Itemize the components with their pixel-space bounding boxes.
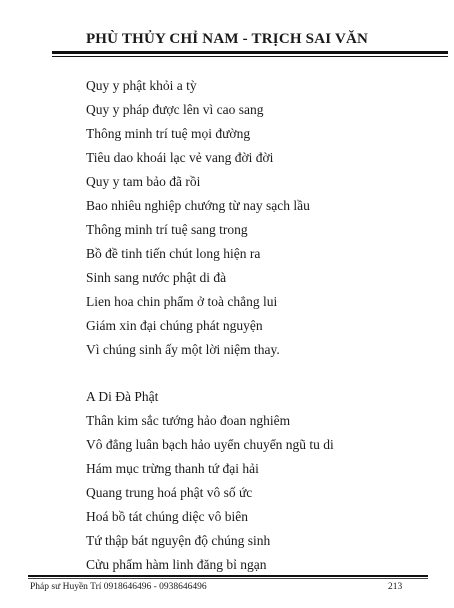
- verse-line: Sinh sang nước phật di đà: [86, 270, 227, 285]
- verse-line: Thân kim sắc tướng hảo đoan nghiêm: [86, 413, 291, 428]
- verse-line: Quy y pháp được lên vì cao sang: [86, 102, 264, 117]
- page-number: 213: [388, 582, 403, 592]
- verse-line: Lien hoa chin phẩm ở toà chẳng lui: [86, 294, 278, 309]
- verse-line: Bồ đề tinh tiến chút long hiện ra: [86, 246, 261, 261]
- page-title: PHÙ THỦY CHỈ NAM - TRỊCH SAI VĂN: [85, 31, 369, 47]
- footer-divider-thin: [28, 578, 428, 579]
- verse-line: Tiêu dao khoái lạc vẻ vang đời đời: [86, 150, 274, 165]
- verse-line: Vì chúng sinh ấy một lời niệm thay.: [86, 342, 280, 357]
- verse-line: A Di Đà Phật: [86, 389, 159, 404]
- verse-line: Vô đẳng luân bạch hảo uyển chuyển ngũ tu di: [86, 437, 334, 452]
- footer-divider: [28, 575, 428, 577]
- footer-contact: Pháp sư Huyền Trí 0918646496 - 0938646496: [30, 582, 207, 592]
- verse-line: Thông minh trí tuệ mọi đường: [86, 126, 251, 141]
- verse-line: Quy y phật khỏi a tỳ: [86, 78, 197, 93]
- verse-line: Quang trung hoá phật vô số ức: [86, 485, 253, 500]
- verse-line: Tứ thập bát nguyện độ chúng sinh: [86, 533, 271, 548]
- verse-line: Giám xin đại chúng phát nguyện: [86, 318, 263, 333]
- verse-line: Thông minh trí tuệ sang trong: [86, 222, 248, 237]
- header-divider-thin: [52, 56, 448, 57]
- header-divider: [52, 51, 448, 54]
- verse-line: Hám mục trừng thanh tứ đại hải: [86, 461, 259, 476]
- verse-line: Hoá bồ tát chúng diệc vô biên: [86, 509, 248, 524]
- verse-line: Bao nhiêu nghiệp chướng từ nay sạch lầu: [86, 198, 310, 213]
- verse-line: Quy y tam bảo đã rồi: [86, 174, 201, 189]
- verse-line: Cửu phẩm hàm linh đăng bỉ ngạn: [86, 557, 267, 572]
